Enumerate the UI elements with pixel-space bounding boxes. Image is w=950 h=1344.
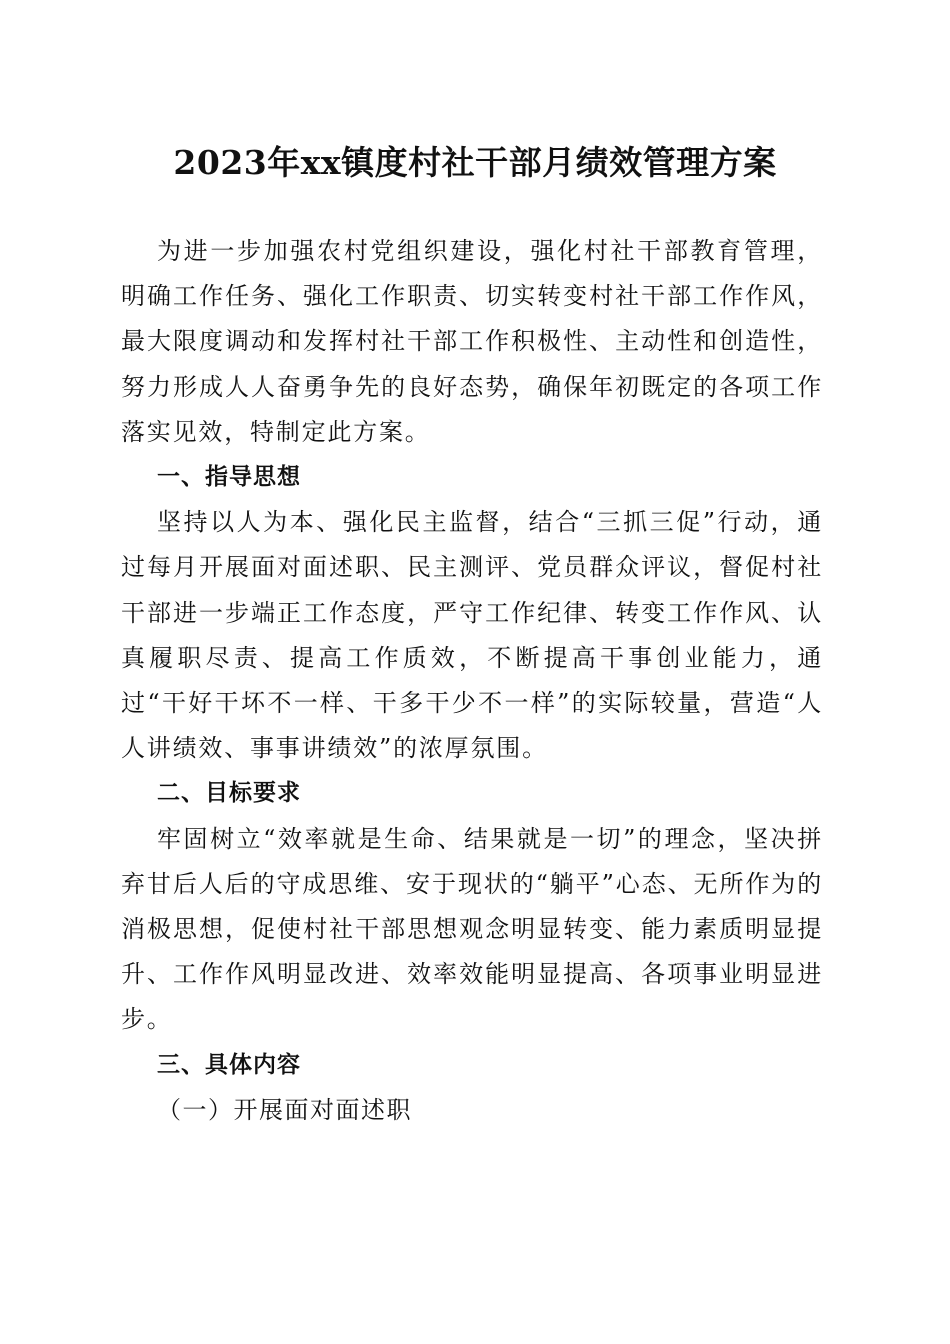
section-heading-content: 三、具体内容 (157, 1051, 301, 1078)
section-heading-guiding-ideology: 一、指导思想 (157, 464, 301, 491)
document-title: 2023年xx镇度村社干部月绩效管理方案 (173, 143, 777, 182)
section-paragraph-goals: 牢固树立“效率就是生命、结果就是一切”的理念，坚决拼弃甘后人后的守成思维、安于现状的“躺平”心态、无所作为的消极思想，促使村社干部思想观念明显转变、能力素质明显提升、工作作风明显改进、效率效能明显提高、各项事业明显进步。 (121, 824, 823, 1034)
section-heading-goals: 二、目标要求 (157, 780, 301, 807)
document-body (121, 229, 823, 1133)
intro-paragraph: 为进一步加强农村党组织建设，强化村社干部教育管理，明确工作任务、强化工作职责、切实转变村社干部工作作风，最大限度调动和发挥村社干部工作积极性、主动性和创造性，努力形成人人奋勇争先的良好态势，确保年初既定的各项工作落实见效，特制定此方案。 (121, 237, 823, 446)
subsection-heading-report: （一）开展面对面述职 (157, 1095, 412, 1124)
section-paragraph-guiding-ideology: 坚持以人为本、强化民主监督，结合“三抓三促”行动，通过每月开展面对面述职、民主测评、党员群众评议，督促村社干部进一步端正工作态度，严守工作纪律、转变工作作风、认真履职尽责、提高工作质效，不断提高干事创业能力，通过“干好干坏不一样、干多干少不一样”的实际较量，营造“人人讲绩效、事事讲绩效”的浓厚氛围。 (121, 508, 823, 763)
